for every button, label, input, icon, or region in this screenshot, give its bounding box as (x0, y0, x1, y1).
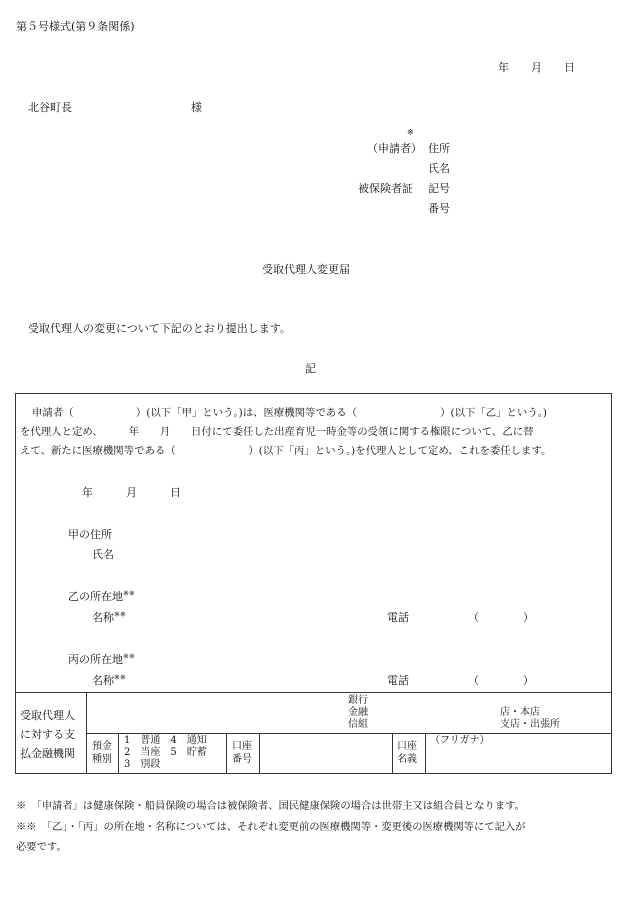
ki-heading: 記 (305, 362, 316, 375)
hei-tel-label: 電話 (387, 674, 409, 687)
holder-label-2: 名義 (397, 754, 417, 765)
note-2: ※※ 「乙」・「丙」の所在地・名称については、それぞれ変更前の医療機関等・変更後の医療機関等にて記入が (16, 821, 526, 833)
furigana-label: （フリガナ） (430, 735, 490, 746)
bank-label-2: に対する支 (20, 728, 75, 741)
addressee-honorific: 様 (191, 101, 202, 114)
applicant-mark: ※ (407, 128, 414, 137)
otsu-tel-label: 電話 (387, 611, 409, 624)
note-3: 必要です。 (16, 841, 67, 853)
addressee-name: 北谷町長 (28, 101, 72, 114)
otsu-tel-paren: （ ） (468, 611, 534, 624)
account-label-2: 番号 (232, 754, 252, 765)
otsu-name-label: 名称※※ (92, 610, 126, 624)
ko-address-label: 甲の住所 (68, 528, 112, 541)
document-title: 受取代理人変更届 (262, 263, 350, 276)
body-line-1: 申請者（ ）(以下「甲」という。)は、医療機関等である（ ）(以下「乙」という。) (32, 407, 547, 419)
hei-name-label: 名称※※ (92, 673, 126, 687)
delegation-box (15, 393, 612, 693)
name-label: 氏名 (428, 162, 450, 175)
applicant-label: （申請者） (367, 142, 422, 155)
note-1: ※ 「申請者」は健康保険・船員保険の場合は被保険者、国民健康保険の場合は世帯主又は組合員となります。 (16, 800, 525, 812)
hei-tel-paren: （ ） (468, 674, 534, 687)
otsu-address-label: 乙の所在地※※ (68, 589, 135, 603)
hei-address-label: 丙の所在地※※ (68, 652, 135, 666)
deposit-option-3: 3 別段 (124, 759, 161, 770)
insurance-card-label: 被保険者証 (358, 182, 413, 195)
deposit-option-1: 1 普通 4 通知 (124, 735, 207, 746)
body-line-3: えて、新たに医療機関等である（ ）(以下「丙」という。)を代理人として定め、これを委任します。 (20, 445, 552, 457)
inst-bank: 銀行 (348, 695, 368, 706)
deposit-label-2: 種別 (92, 754, 112, 765)
bank-row-divider (86, 733, 612, 734)
branch-main: 店・本店 (500, 707, 540, 718)
holder-label-1: 口座 (397, 741, 417, 752)
intro-text: 受取代理人の変更について下記のとおり提出します。 (28, 322, 291, 335)
address-label: 住所 (428, 142, 450, 155)
deposit-option-2: 2 当座 5 貯蓄 (124, 747, 207, 758)
branch-sub: 支店・出張所 (500, 719, 560, 730)
bank-label-1: 受取代理人 (20, 709, 75, 722)
inst-shinkumi: 信組 (348, 719, 368, 730)
number-label: 番号 (428, 202, 450, 215)
inst-kinyu: 金融 (348, 707, 368, 718)
body-date: 年 月 日 (82, 486, 181, 499)
ko-name-label: 氏名 (92, 548, 114, 561)
symbol-label: 記号 (428, 182, 450, 195)
date-line: 年 月 日 (498, 61, 575, 74)
body-line-2: を代理人と定め、 年 月 日付にて委任した出産育児一時金等の受領に関する権限について、乙に替 (20, 426, 534, 438)
bank-label-3: 払金融機関 (20, 747, 75, 760)
account-label-1: 口座 (232, 741, 252, 752)
form-number: 第５号様式(第９条関係) (16, 20, 135, 33)
deposit-label-1: 預金 (92, 741, 112, 752)
